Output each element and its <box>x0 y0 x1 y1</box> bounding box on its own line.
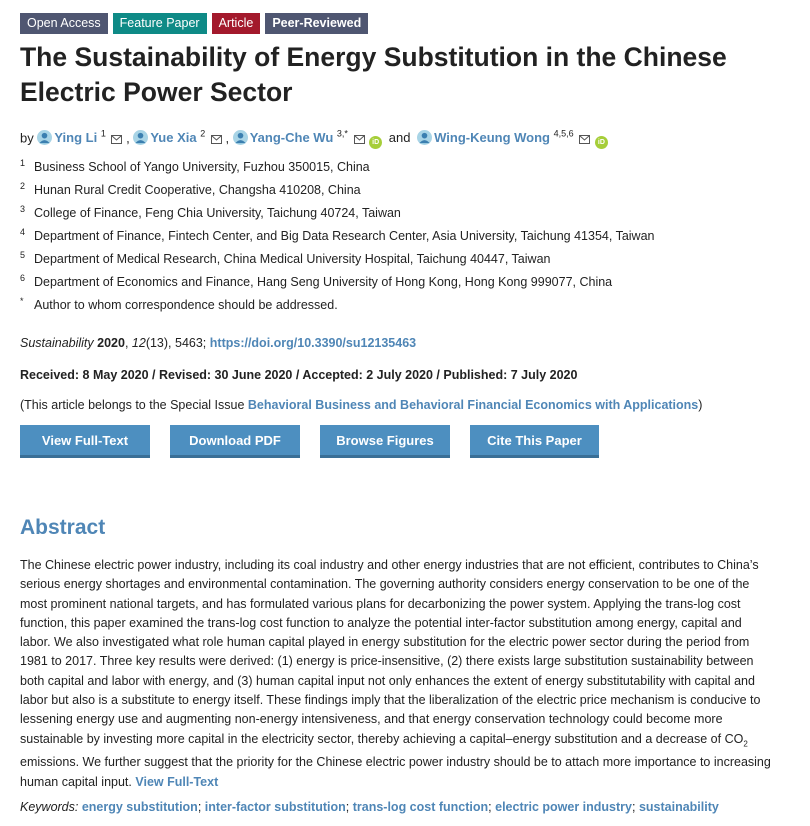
affiliation-text: Business School of Yango University, Fuzhou 350015, China <box>34 160 370 174</box>
abstract-subscript: 2 <box>743 739 748 749</box>
author-affiliation-sup: 2 <box>200 129 206 139</box>
keyword-link[interactable]: trans-log cost function <box>352 800 489 814</box>
citation-volume: 12 <box>131 336 146 350</box>
affiliation-item <box>20 179 654 202</box>
author-yang-che-wu[interactable] <box>233 130 386 145</box>
orcid-icon[interactable]: iD <box>369 136 382 149</box>
keyword-link[interactable]: inter-factor substitution <box>204 800 346 814</box>
affiliation-text: Department of Finance, Fintech Center, and Big Data Research Center, Asia University, Taichung 41354, Taiwan <box>34 229 655 243</box>
author-affiliation-sup: 1 <box>100 129 106 139</box>
special-issue-prefix: (This article belongs to the Special Issue <box>20 398 248 412</box>
affiliation-number: 3 <box>20 204 26 214</box>
open-access-badge[interactable]: Open Access <box>20 13 108 34</box>
publication-dates: Received: 8 May 2020 / Revised: 30 June 2020 / Accepted: 2 July 2020 / Published: 7 July 2020 <box>20 368 578 382</box>
author-avatar-icon <box>233 130 248 145</box>
author-avatar-icon <box>133 130 148 145</box>
affiliation-number: 6 <box>20 273 26 283</box>
view-full-text-button[interactable]: View Full-Text <box>20 425 150 458</box>
abstract-view-full-text-link[interactable]: View Full-Text <box>135 774 219 789</box>
orcid-icon[interactable]: iD <box>595 136 608 149</box>
abstract-heading: Abstract <box>20 516 106 539</box>
keywords-label: Keywords: <box>20 800 79 814</box>
keyword-separator: ; <box>197 800 202 814</box>
citation-line: Sustainability 2020, 12(13), 5463; https://doi.org/10.3390/su12135463 <box>20 336 417 350</box>
journal-name: Sustainability <box>20 336 94 350</box>
citation-article: , 5463; <box>168 336 207 350</box>
abstract-text-part: emissions. We further suggest that the priority for the Chinese electric power industry should be to attach more importance to increasing human capital input. <box>20 755 771 789</box>
keyword-link[interactable]: energy substitution <box>81 800 198 814</box>
affiliation-list <box>20 156 654 317</box>
affiliation-item <box>20 294 654 317</box>
special-issue-link[interactable]: Behavioral Business and Behavioral Financial Economics with Applications <box>247 398 699 412</box>
author-avatar-icon <box>37 130 52 145</box>
keyword-link[interactable]: electric power industry <box>495 800 632 814</box>
author-wing-keung-wong[interactable] <box>417 130 608 145</box>
affiliation-text: Department of Medical Research, China Medical University Hospital, Taichung 40447, Taiwan <box>34 252 551 266</box>
action-buttons <box>20 425 599 458</box>
article-badge: Article <box>212 13 261 34</box>
cite-paper-button[interactable]: Cite This Paper <box>470 425 599 458</box>
abstract-body <box>20 556 772 792</box>
author-yue-xia[interactable] <box>133 130 225 145</box>
author-name[interactable]: Yue Xia <box>150 130 197 146</box>
keyword-separator: ; <box>488 800 492 814</box>
author-avatar-icon <box>417 130 432 145</box>
doi-link[interactable]: https://doi.org/10.3390/su12135463 <box>209 336 417 350</box>
affiliation-item <box>20 248 654 271</box>
affiliation-number: 4 <box>20 227 26 237</box>
affiliation-item <box>20 225 654 248</box>
citation-issue: (13) <box>145 336 169 350</box>
author-name[interactable]: Ying Li <box>54 130 98 146</box>
download-pdf-button[interactable]: Download PDF <box>170 425 300 458</box>
mail-icon[interactable] <box>111 135 122 144</box>
special-issue-note <box>20 396 702 414</box>
author-name[interactable]: Yang-Che Wu <box>249 130 334 146</box>
keyword-separator: ; <box>345 800 350 814</box>
author-affiliation-sup: 3,* <box>336 129 348 139</box>
badge-row <box>20 13 368 34</box>
and-label: and <box>388 130 411 146</box>
affiliation-number: 5 <box>20 250 26 260</box>
by-label: by <box>20 130 34 146</box>
affiliation-item <box>20 156 654 179</box>
author-ying-li[interactable] <box>37 130 126 145</box>
mail-icon[interactable] <box>354 135 365 144</box>
affiliation-item <box>20 202 654 225</box>
article-title: The Sustainability of Energy Substitution in the Chinese Electric Power Sector <box>20 42 727 107</box>
affiliation-number: 1 <box>20 158 26 168</box>
affiliation-number: 2 <box>20 181 26 191</box>
affiliation-text: Hunan Rural Credit Cooperative, Changsha 410208, China <box>34 183 361 197</box>
mail-icon[interactable] <box>579 135 590 144</box>
affiliation-text: College of Finance, Feng Chia University, Taichung 40724, Taiwan <box>34 206 401 220</box>
author-name[interactable]: Wing-Keung Wong <box>434 130 550 146</box>
affiliation-text: Author to whom correspondence should be addressed. <box>34 298 338 312</box>
affiliation-item <box>20 271 654 294</box>
peer-reviewed-badge[interactable]: Peer-Reviewed <box>265 13 368 34</box>
mail-icon[interactable] <box>211 135 222 144</box>
affiliation-text: Department of Economics and Finance, Hang Seng University of Hong Kong, Hong Kong 999077, China <box>34 275 613 289</box>
author-list: by Ying Li $^1$ , Yue Xia $^2$ , Yang-Che Wu $^{3,*}$ iD and Wing-Keung Wong $^{4,5,6}$ iD <box>20 124 608 149</box>
keyword-separator: ; <box>631 800 636 814</box>
abstract-text-part: The Chinese electric power industry, including its coal industry and other energy industries that are not efficient, contributes to China’s serious energy shortages and environmental contamination. The governing authority considers energy conservation to be one of the most prominent national targets, and has formulated various plans for decarbonizing the power system. Applying the trans-log cost function, this paper examined the trans-log cost function to analyze the potential inter-factor substitution among energy, capital and labor. We also investigated what role human capital played in energy substitution for the electric power sector during the period from 1981 to 2017. Three key results were derived: (1) energy is price-insensitive, (2) there exists large substitution sustainability between both capital and labor with energy, and (3) human capital input not only enhances the extent of energy substitutability with capital and labor but also is a substitute to energy itself. These findings imply that the liberalization of the electric price mechanism is conducive to lessening energy use and augmenting non-energy intensiveness, and that energy conservation technology could become more sustainable by investing more capital in the electricity sector, thereby achieving a capital–energy substitution and a decrease of CO <box>20 558 761 746</box>
keywords-line <box>20 798 719 816</box>
affiliation-number: * <box>20 296 24 306</box>
author-affiliation-sup: 4,5,6 <box>553 129 574 139</box>
special-issue-suffix: ) <box>698 398 703 412</box>
citation-year: 2020 <box>97 336 125 350</box>
keyword-link[interactable]: sustainability <box>638 800 719 814</box>
feature-paper-badge[interactable]: Feature Paper <box>113 13 207 34</box>
browse-figures-button[interactable]: Browse Figures <box>320 425 450 458</box>
